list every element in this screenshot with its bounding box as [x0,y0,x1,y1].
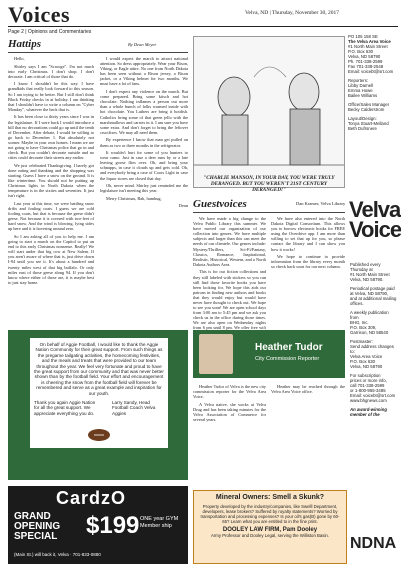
paragraph: I know I shouldn't be this way. I have grandkids that really look forward to this season. So I am trying to be better. But I still don't think Black Friday checks in at holiday. I am thinking that I shouldn't have to write a column on "Cyber Monday", whatever the heck that is. [8,81,94,112]
sidebar-line: Postmaster: [350,339,373,344]
paragraph: This is for our fiction collections and they still labeled with stickers so you can still find those favorite books you have been looking for. We hope this aids our patrons in finding new authors and books that they would enjoy but would have never have thought to check out. We hope to see you soon! We are open school days from 3:00 am to 5:45 pm and we ask you check us in the office during those times. We are also open on Wednesday nights from 6 pm until 8 pm. We offer free wifi [193,269,266,331]
tudor-title: City Commission Reporter [255,356,320,362]
sidebar-line: The Velva Area Voice [348,39,391,44]
gym-brand: CardzO [56,488,127,508]
mineral-ad-firm: DOOLEY LAW FIRM, Pam Dooley [222,527,318,533]
sidebar-line: Emma Howe [348,88,373,93]
paragraph: Oh, never mind. Shirley just reminded me the legislature isn't meeting this year. [100,183,188,194]
sidebar-line: For subscription [350,373,381,378]
sidebar-published [350,262,398,282]
paragraph: It has been close to thirty years since I was in the legislature. If I were back I would introduce a bill that no decorations could go up until the tenth of December. After debate, I would be willing to go back to December 1. But absolutely not sooner. Maybe in your own homes. I mean we are not going to have Christmas police that go in and check. But you couldn't decorate outside and no cities could decorate their streets any earlier. [8,114,94,161]
paragraph: A Velva native, she works at Velva Drug and has been taking minutes for the Velva Association of Commerce for several years. [193,401,266,423]
mineral-ad-body: Property developed by the industry/companies, like Swelll Department, developers, lease brokers? Suffered by royalty statements? Worried by transportation and processing expenses? Is your oil's gas(B) gone by 60-65? Learn what you are entitled to in the fine print. [200,504,340,524]
sidebar-line: Velva, ND 58790 [350,364,383,369]
cartoon-drawing [194,37,344,177]
velva-voice-logo [349,197,401,255]
paragraph: Heather Tudor of Velva is the new city commission reporter for the Velva Area Voice. [193,384,266,400]
sidebar-line: Published every [350,262,381,267]
grand-label [14,512,60,542]
masthead-rule [8,26,398,27]
aggie-ad-thanks: Thank you again Aggie Nation for all the great support. We appreciate everything you do. [34,400,96,416]
guestvoices-byline: Dan Kramer, Velva Library [296,201,346,206]
sidebar-layout [348,116,398,131]
paragraph: I don't expect any violence on the march. But come prepared. Bring some kitsch and hot chocolate. Nothing inflames a person out more than a whole bunch of folks warmed inside with hot chocolate. You Luthers are bring it hotdish. Catholics bring some of that green jello with the marshmallows and carrots in it. I am sure you have some extra. And don't forget to bring the leftover crucifixes. We may all need them. [100,89,188,135]
section-title: Voices [8,2,71,27]
guestvoices-column-2 [271,216,345,326]
sidebar-line: offices. [350,301,364,306]
sidebar-subscription [350,373,398,403]
paragraph: Last year at this time, we were battling snow drifts and fouling coats. I guess we are cold fooling coats, but that is because the geese didn't geese. Not because it is covered with two-feet of hard snow. And the wind is blowing, lying sides up here and it is hovering around zero. [8,200,94,232]
cartoon-caption: "CHARLIE MANSON, IN YOUR DAY, YOU WERE TRULY DERANGED. BUT YOU WEREN'T 21ST CENTURY DERANGED!" [203,175,335,193]
sidebar-award [350,407,398,417]
sidebar-line: Reporters: [348,78,369,83]
special-text: SPECIAL [14,531,58,542]
masthead-date [245,10,339,16]
gym-grand-opening-ad [8,486,188,564]
opening-text: OPENING [14,521,61,532]
sidebar-weekly [350,310,398,335]
tudor-column-2 [271,384,345,484]
grand-text: GRAND [14,511,51,522]
sidebar-postmaster [350,339,398,369]
sidebar-line: PO 105 158 SE [348,34,378,39]
sidebar-line: Email: voicebt@srt.com [350,393,396,398]
paragraph: We have also entered into the North Dakota Digital Consortium. This allows you to borrow electronic books for FREE using the Overdrive app. I am more than willing to set that up for you, so please contact the library and I can show you how it works! [271,216,345,252]
masthead-sidebar [348,34,398,131]
paragraph: It wouldn't hurt for some of you hunters to wear camo. Just in case a deer runs by or a late leaving goose flies over. Oh, and bring your schnapps, in case it clouds up and gets cold. Oh, and everybody bring a case of Coors Light in case the liquor stores are closed that day. [100,150,188,181]
aggie-ad-signatures [34,400,164,416]
logo-velva: Velva [349,197,401,222]
sidebar-line: Periodical postage paid [350,286,395,291]
sidebar-line: Becky Calderstrom [348,107,385,112]
sidebar-line: A weekly publication from [350,310,389,320]
signature: Dean [178,203,188,209]
page-info: Page 2 | Opinions and Commentaries [8,29,92,35]
paragraph: Merry Christmas, Bah, humbug, [106,195,162,201]
sidebar-line: Send address changes [350,344,394,349]
paragraph: I would expect the march to attract national attention. So dress appropriately. Wear your Bison, Viking, or Eagle attire. No one from North Dakota has been seen without a Bison jersey, a Bison jacket, or a Viking helmet for two months. We must have a lot of fans. [100,56,188,87]
sidebar-line: Tonya Stuart-Melland [348,121,389,126]
tudor-column-1 [193,384,266,484]
gym-address: (Main St.) will back it, Velva · 701-833-0880 [14,552,101,557]
paragraph: We just celebrated Thanksgiving. I barely got done eating and thanking and the shopping was starting. Guess I have a snow on the ground. It is like wintertime. You should not be putting up Christmas lights in North Dakota when the temperature is in the sixties and seventies. It just isn't right. [8,162,94,199]
sidebar-line: P.O. Box 630 [350,359,376,364]
sidebar-line: Layout/Design: [348,116,377,121]
paragraph: Heather may be reached through the Velva Area Voice office. [271,384,345,395]
aggie-ad-body [30,338,168,448]
sidebar-line: prices or more info, [350,378,387,383]
sidebar-line: or 1-800-955-3485 [350,388,386,393]
hattips-heading: Hattips [8,38,42,50]
sidebar-line: Thursday at [350,267,373,272]
hattips-byline: By Dean Meyer [128,42,157,47]
sidebar-line: Garrison, ND 58540 [350,330,389,335]
sidebar-line: An award-winning [350,407,387,412]
guestvoices-rule [193,212,345,213]
gym-membership: ONE year GYM Member ship [140,516,179,529]
guestvoices-heading: Guestvoices [193,198,247,210]
sidebar-line: Office/Sales Manager [348,102,390,107]
tudor-name: Heather Tudor [255,342,323,353]
paragraph: By experience I know that man get pulled on them as two or three months in the refrigerator. [100,137,188,148]
sidebar-line: Velva, ND 58790. [350,277,384,282]
sidebar-line: #1 North Main Street [350,272,390,277]
mineral-ad-sub: Army Professor and Dooley Legal, serving the Williston Basin. [211,533,329,538]
mineral-ad-title: Mineral Owners: Smell a Skunk? [215,494,325,501]
sidebar-line: #1 North Main Street [348,44,388,49]
sidebar-line: call 701-338-2599 [350,383,385,388]
sidebar-line: BHG, Inc. [350,320,369,325]
ndna-logo: NDNA [350,535,397,552]
sidebar-publication [350,262,398,417]
editorial-cartoon [193,36,345,188]
paragraph: Hello, [14,56,25,61]
tudor-photo-banner [193,330,345,378]
tudor-photo [199,334,233,374]
guestvoices-column-1 [193,216,266,331]
sidebar-line: P.O. Box 309, [350,325,377,330]
sidebar-line: Beth Dufrsnere [348,126,377,131]
sidebar-line: at Velva, ND 58790, [350,291,389,296]
sidebar-line: www.bhgnews.com [350,398,387,403]
sidebar-office [348,102,398,112]
sidebar-line: P.O. Box 630 [348,49,374,54]
sidebar-line: Libby Darnell [348,83,374,88]
paragraph: We hope to continue to provide information from the library every month so check back soon for our next column. [271,254,345,270]
aggie-ad-text: On behalf of Aggie Football, I would like to thank the Aggie Nation Community for their great support. From such things as the pregame tailgating activities, the homecoming festivities, and the meals and treats that were provided to our team throughout the year. We feel very fortunate and proud to have the great support from our community and that was never better shown than by the football field. Your effort and encouragement is cheering the snow from the football field will forever be remembered and serve as a great example and inspiration for our youth. [34,342,164,396]
sidebar-line: and at additional mailing [350,296,397,301]
sidebar-reporters [348,78,398,98]
mineral-owners-ad [193,490,347,564]
hattips-rule [8,52,188,53]
paragraph: Shirley says I am "Scrooge". I'm not much into early Christmas. I don't shop. I don't decorate. I am critical of those that do. [8,63,94,79]
sidebar-periodical [350,286,398,306]
logo-voice: Voice [349,217,401,242]
sidebar-line: to: [350,349,355,354]
paragraph: We have made a big change to the Velva Public Library this summer. We have moved our organization of our collection into genres. We have multiple subjects and larger than this can meet the needs of our clientele. Our genres include: Mystery/Thrillers, Sci-Fi/Fantasy, Classics, Romance, Inspirational, Realistic, Historical, Western, and a North Dakota Authors Area. [193,216,266,267]
gym-price: $199 [86,512,140,539]
sidebar-line: Velva Area Voice [350,354,383,359]
sidebar-line: Bailee Williams [348,93,378,98]
sidebar-line: Fax 701-338-2548 [348,64,384,69]
sidebar-line: Email: voicebt@srt.com [348,69,394,74]
sidebar-address [348,34,398,74]
aggie-ad-coach: Larry Sandy, Head Football Coach Velva Aggies [112,400,156,416]
football-icon [87,428,111,442]
sidebar-line: Ph. 701-338-2599 [348,59,383,64]
paper-name: Velva, ND | Thursday, November 30, 2017 [245,10,339,16]
paragraph: So I am asking all of you to help me. I am going to start a march on the Capitol to put an end to this early Christmas nonsense. Really! We will start under that big cow at New Salem. If you aren't aware of where that is, just drive down I-94 until you see it. It's about a hundred and twenty miles west of that big buffalo. Or only miles east of those geese along 94. If you don't know where either of those are, it is maybe best to just stay home. [8,234,94,285]
sidebar-line: Velva, ND 58790 [348,54,381,59]
hattips-column-1 [8,56,94,326]
sidebar-line: member of the [350,412,380,417]
hattips-column-2 [100,56,188,326]
